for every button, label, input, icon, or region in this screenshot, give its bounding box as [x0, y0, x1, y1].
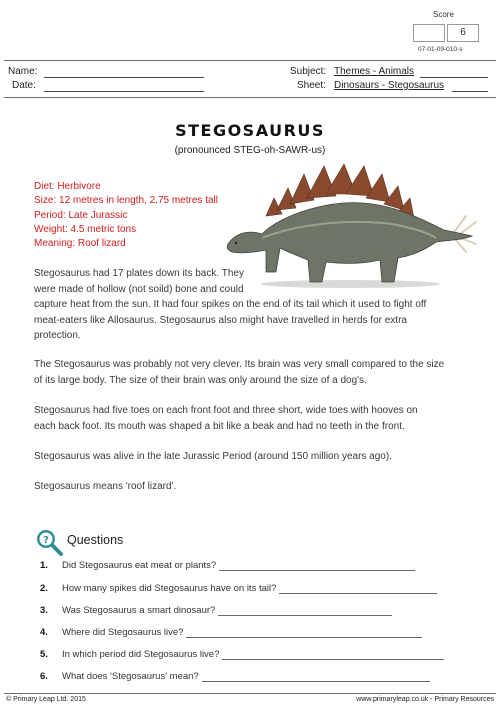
score-box: [413, 24, 479, 42]
question-2: [40, 583, 480, 594]
answer-field[interactable]: [218, 606, 392, 616]
question-number: 6.: [40, 671, 48, 682]
text-line: of its large body. The size of their brain was only around the size of a dog's.: [34, 374, 367, 386]
question-5: [40, 649, 480, 660]
footer-website: www.primaryleap.co.uk - Primary Resources: [356, 696, 494, 703]
text-line: were made of hollow (not soild) bone and could: [34, 283, 244, 295]
pronunciation: (pronounced STEG-oh-SAWR-us): [174, 145, 326, 156]
answer-field[interactable]: [279, 584, 437, 594]
question-text: In which period did Stegosaurus live?: [62, 649, 220, 660]
sheet-code: 07-01-09-010-s: [418, 46, 463, 53]
date-label: Date:: [12, 80, 36, 91]
question-text: How many spikes did Stegosaurus have on its tail?: [62, 583, 277, 594]
subject-label: Subject:: [290, 66, 327, 77]
score-empty-cell[interactable]: [413, 24, 445, 42]
question-text: Was Stegosaurus a smart dinosaur?: [62, 605, 216, 616]
svg-text:?: ?: [43, 535, 49, 546]
paragraph-period: Stegosaurus was alive in the late Jurassic Period (around 150 million years ago).: [34, 451, 392, 462]
fact-weight: Weight: 4.5 metric tons: [34, 223, 137, 235]
text-line: meat-eaters like Allosaurus. Stegosaurus also might have travelled in herds for extra: [34, 314, 407, 326]
score-label: Score: [433, 10, 454, 19]
answer-field[interactable]: [202, 672, 430, 682]
sheet-label: Sheet:: [297, 80, 326, 91]
question-text: What does 'Stegosaurus' mean?: [62, 671, 199, 682]
sheet-line: [452, 81, 488, 92]
question-text: Did Stegosaurus eat meat or plants?: [62, 560, 217, 571]
score-value: 6: [447, 24, 479, 42]
fact-diet: Diet: Herbivore: [34, 181, 101, 192]
magnifier-question-icon: [34, 527, 64, 557]
answer-field[interactable]: [222, 650, 444, 660]
text-line: Stegosaurus had five toes on each front foot and three short, wide toes with hooves on: [34, 405, 418, 416]
text-line: The Stegosaurus was probably not very clever. Its brain was very small compared to the size: [34, 359, 445, 370]
fact-period: Period: Late Jurassic: [34, 209, 128, 221]
fact-size: Size: 12 metres in length, 2.75 metres tall: [34, 195, 218, 207]
header-rule: [4, 97, 496, 98]
answer-field[interactable]: [186, 628, 422, 638]
question-number: 4.: [40, 627, 48, 638]
question-4: [40, 627, 480, 638]
paragraph-plates: [34, 266, 474, 344]
footer-copyright: © Primary Leap Ltd. 2015: [6, 696, 86, 703]
question-6: [40, 671, 480, 682]
text-line: each back foot. Its mouth was shaped a bit like a beak and had no teeth in the front.: [34, 420, 405, 432]
footer-rule: [4, 693, 496, 694]
question-number: 3.: [40, 605, 48, 616]
paragraph-meaning: Stegosaurus means 'roof lizard'.: [34, 481, 177, 492]
fact-list: [34, 180, 218, 251]
name-label: Name:: [8, 66, 38, 77]
question-1: [40, 560, 480, 571]
fact-meaning: Meaning: Roof lizard: [34, 238, 126, 250]
paragraph-feet: [34, 403, 474, 434]
paragraph-brain: [34, 357, 474, 388]
date-field[interactable]: [44, 81, 204, 92]
question-text: Where did Stegosaurus live?: [62, 627, 184, 638]
question-number: 2.: [40, 583, 48, 594]
page-title: STEGOSAURUS: [175, 121, 325, 140]
questions-heading: Questions: [67, 533, 124, 547]
question-3: [40, 605, 480, 616]
answer-field[interactable]: [219, 561, 415, 571]
text-line: protection.: [34, 330, 81, 341]
subject-value: Themes - Animals: [334, 66, 415, 77]
question-number: 5.: [40, 649, 48, 660]
name-field[interactable]: [44, 67, 204, 78]
question-number: 1.: [40, 560, 48, 571]
subject-line: [420, 67, 488, 78]
sheet-value: Dinosaurs - Stegosaurus: [334, 80, 445, 91]
text-line: Stegosaurus had 17 plates down its back. They: [34, 268, 244, 279]
top-rule: [4, 60, 496, 61]
text-line: capture heat from the sun. It had four spikes on the end of its tail which it used to fight off: [34, 299, 427, 310]
